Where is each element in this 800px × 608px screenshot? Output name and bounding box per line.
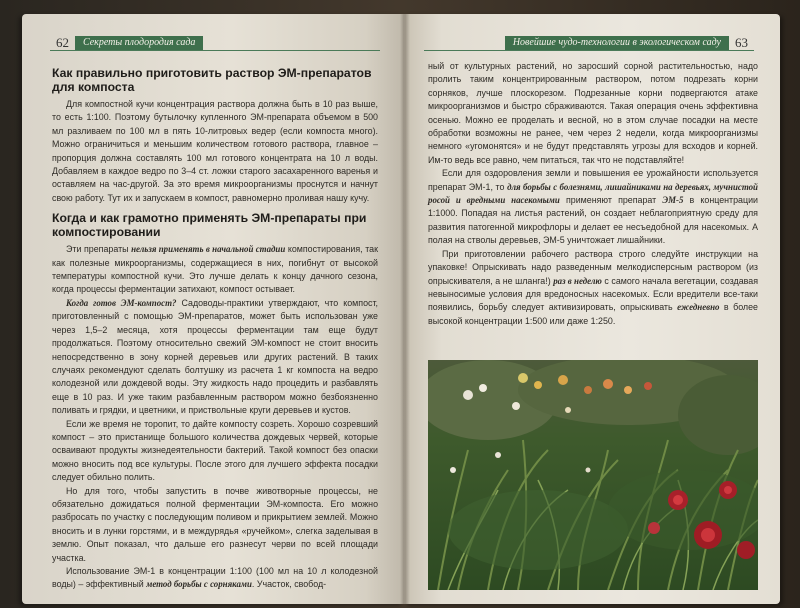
emphasis: Когда готов ЭМ-компост? [66,297,177,308]
left-page-number: 62 [56,35,69,50]
paragraph [52,297,378,418]
left-text-column [52,66,378,592]
paragraph [428,248,758,328]
paragraph: Если же время не торопит, то дайте компосту созреть. Хорошо созревший компост – это пристанище большого количества дождевых червей, которые осваивают продукты жизнедеятельности бактерий. Такой компост без опаски можно вносить под все культуры. После этого для лучшего эффекта посадки следует обильно полить. [52,418,378,483]
left-running-head-title: Секреты плодородия сада [75,36,203,50]
paragraph [428,167,758,247]
paragraph: Для компостной кучи концентрация раствора должна быть в 10 раз выше, то есть 1:100. Поэтому бутылочку купленного ЭМ-препарата объемом в 500 мл разливаем по 100 мл в пять 10-литровых ведер (если компоста много). Можно ограничиться и меньшим количеством готового раствора, главное – пропорция должна составлять 100 мл готового концентрата на 10 л воды. Добавляем в каждое ведро по 3–4 ст. ложки старого засахаренного варенья и оставляем на час-другой. За это время микроорганизмы проснутся и начнут свою работу. Тут их и запускаем в компост, равномерно проливая нашу кучу. [52,99,378,203]
text-run: в концентрации 1:1000. Попадая на листья растений, он создает неблагоприятную среду для развития патогенной микрофлоры и делает ее несъедобной для насекомых. А полая на стволы деревьев, ЭМ-5 уничтожает лишайники. [428,195,758,246]
emphasis: нельзя применять в начальной стадии [131,244,286,255]
right-header-rule [424,50,754,51]
text-run: применяют препарат [559,195,663,206]
text-run: При приготовлении рабочего раствора строго следуйте инструкции на упаковке! Опрыскивать надо разведенным мелкодисперсным раствором (из опрыскивателя, а не шланга!) [428,248,758,286]
text-run: Если для оздоровления земли и повышения ее урожайности используется препарат ЭМ-1, то [428,168,758,192]
text-run: Садоводы-практики утверждают, что компост, приготовленный с помощью ЭМ-препаратов, может быть использован уже через 1,5–2 месяца, хотя процессы ферментации там еще будут продолжаться. Поэтому относительно свежий ЭМ-компост не стоит вносить непосредственно в зону корней деревьев или других растений. В таких случаях рекомендуют сделать болтушку из расчета 1 кг компоста на ведро колодезной или дождевой воды. Эту жидкость надо процедить и разбавлять еще в 10 раз. И уже таким разбавленным раствором можно безбоязненно поливать и грядки, и цветники, и приствольные круги деревьев и кустов. [52,297,378,416]
text-run: . Участок, свобод- [251,579,327,590]
section-title-em-solution: Как правильно приготовить раствор ЭМ-препаратов для компоста [52,66,372,94]
right-text-column [428,60,758,328]
paragraph [52,565,378,592]
right-page-number: 63 [735,35,748,50]
garden-illustration [428,360,758,590]
paragraph [52,243,378,297]
section-title-em-composting: Когда и как грамотно применять ЭМ-препараты при компостировании [52,211,367,240]
book-spine [400,14,410,604]
left-header-rule [50,50,380,51]
emphasis: метод борьбы с сорняками [146,579,252,590]
paragraph: Но для того, чтобы запустить в почве животворные процессы, не обязательно дожидаться полной ферментации ЭМ-компоста. Его можно разбросать по участку с последующим поливом и прикрытием землей. Можно вносить и в лунки горстями, и в междурядья «ручейком», слегка заделывая в землю. Опыт показал, что дальше его разнесут черви по всей площади участка. [52,485,378,563]
text-run: компостирования, так как полезные микроорганизмы, содержащиеся в них, погибнут от высокой температуры компостной кучи. Это лучше делать к концу дачного сезона, когда процессы ферментации затихают, компост остывает. [52,244,378,295]
left-page [22,14,404,604]
paragraph: ный от культурных растений, но заросший сорной растительностью, надо пролить таким концентрированным раствором, потом подрезать корни сорняков, лучше плоскорезом. Подрезанные корни подвергаются атаке микроорганизмов и быстро сбраживаются. Такая операция очень эффективна осенью. Можно ее проделать и весной, но в этом случае посадки на месте обработки возможны не ранее, чем через 2 недели, когда микроорганизмы немного «угомонятся» и не будут представлять угрозы для всходов и корней. Им-то ведь все равно, чем питаться, так что не подставляйте! [428,61,758,165]
text-run: в более высокой концентрации 1:500 или даже 1:250. [428,302,758,326]
text-run: Эти препараты [66,244,132,255]
emphasis: ежедневно [677,302,720,313]
right-page [404,14,780,604]
text-run: с самого начала вегетации, создавая невыносимые условия для вредоносных насекомых. Если вредители все-таки появились, борьбу следует активизировать, опрыскивать [428,275,758,313]
emphasis: ЭМ-5 [662,195,684,206]
right-running-head-title: Новейшие чудо-технологии в экологическом саду [505,36,729,50]
text-run: Использование ЭМ-1 в концентрации 1:100 (100 мл на 10 л колодезной воды) – эффективный [52,566,378,590]
garden-photo [428,360,758,590]
emphasis: для борьбы с болезнями, лишайниками на деревьях, мучнистой росой и вредными насекомыми [428,181,758,206]
open-book [12,14,788,604]
emphasis: раз в неделю [553,275,602,286]
